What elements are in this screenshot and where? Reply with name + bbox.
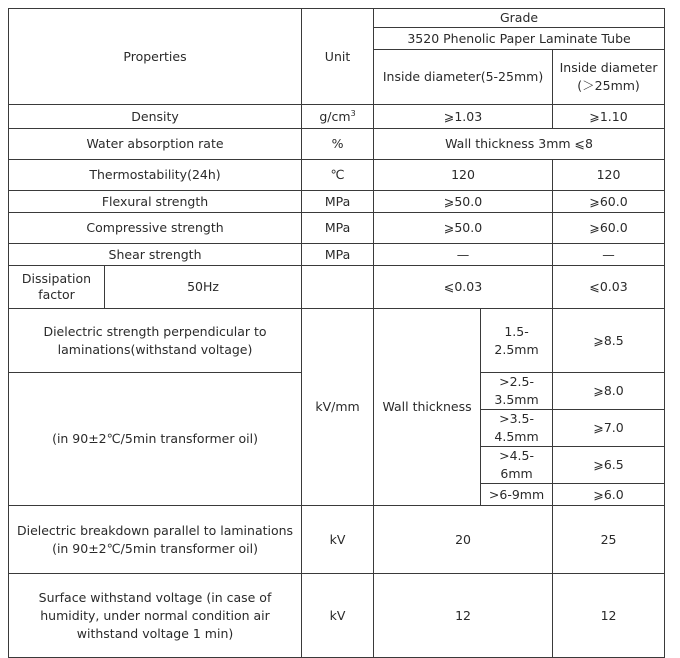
surface-unit: kV	[302, 574, 374, 658]
dielectric-small: ⩾8.5	[553, 309, 665, 373]
header-large-line1: Inside diameter	[559, 60, 658, 75]
table-row	[9, 191, 665, 213]
density-unit-base: g/cm	[319, 108, 351, 124]
table-row	[9, 105, 665, 129]
dielectric-unit: kV/mm	[302, 309, 374, 506]
dissipation-freq: 50Hz	[105, 266, 302, 309]
dielectric-range: >4.5-6mm	[481, 447, 553, 484]
compressive-large: ⩾60.0	[553, 213, 665, 244]
header-unit: Unit	[302, 9, 374, 105]
shear-large: —	[553, 244, 665, 266]
header-inside-diameter-small: Inside diameter(5-25mm)	[374, 50, 553, 105]
density-unit	[302, 105, 374, 129]
dielectric-small: ⩾6.5	[553, 447, 665, 484]
breakdown-label: Dielectric breakdown parallel to laminations (in 90±2℃/5min transformer oil)	[9, 506, 302, 574]
density-label: Density	[9, 105, 302, 129]
dielectric-range: >2.5-3.5mm	[481, 373, 553, 410]
thermo-label: Thermostability(24h)	[9, 160, 302, 191]
dielectric-small: ⩾7.0	[553, 410, 665, 447]
flexural-unit: MPa	[302, 191, 374, 213]
shear-label: Shear strength	[9, 244, 302, 266]
water-unit: %	[302, 129, 374, 160]
thermo-small: 120	[374, 160, 553, 191]
surface-large: 12	[553, 574, 665, 658]
dissipation-label: Dissipation factor	[9, 266, 105, 309]
properties-table	[8, 8, 665, 658]
header-large-line2: (＞25mm)	[577, 78, 640, 93]
flexural-small: ⩾50.0	[374, 191, 553, 213]
table-row	[9, 160, 665, 191]
compressive-small: ⩾50.0	[374, 213, 553, 244]
breakdown-unit: kV	[302, 506, 374, 574]
dielectric-range: >3.5-4.5mm	[481, 410, 553, 447]
header-row-grade	[9, 9, 665, 28]
density-large: ⩾1.10	[553, 105, 665, 129]
breakdown-large: 25	[553, 506, 665, 574]
table-row	[9, 129, 665, 160]
header-properties: Properties	[9, 9, 302, 105]
dielectric-small: ⩾6.0	[553, 484, 665, 506]
dissipation-small: ⩽0.03	[374, 266, 553, 309]
dielectric-label-2: (in 90±2℃/5min transformer oil)	[9, 373, 302, 506]
dissipation-unit	[302, 266, 374, 309]
density-unit-exp: 3	[350, 108, 356, 118]
surface-small: 12	[374, 574, 553, 658]
table-row	[9, 506, 665, 574]
header-grade: Grade	[374, 9, 665, 28]
breakdown-small: 20	[374, 506, 553, 574]
shear-unit: MPa	[302, 244, 374, 266]
flexural-large: ⩾60.0	[553, 191, 665, 213]
water-value: Wall thickness 3mm ⩽8	[374, 129, 665, 160]
table-row	[9, 574, 665, 658]
table-row	[9, 266, 665, 309]
surface-label: Surface withstand voltage (in case of humidity, under normal condition air withstand voltage 1 min)	[9, 574, 302, 658]
shear-small: —	[374, 244, 553, 266]
flexural-label: Flexural strength	[9, 191, 302, 213]
header-material: 3520 Phenolic Paper Laminate Tube	[374, 28, 665, 50]
thermo-unit: ℃	[302, 160, 374, 191]
dielectric-range: >6-9mm	[481, 484, 553, 506]
compressive-label: Compressive strength	[9, 213, 302, 244]
density-small: ⩾1.03	[374, 105, 553, 129]
dielectric-label-1: Dielectric strength perpendicular to laminations(withstand voltage)	[9, 309, 302, 373]
table-row	[9, 244, 665, 266]
water-label: Water absorption rate	[9, 129, 302, 160]
table-row	[9, 309, 665, 373]
wall-thickness-label: Wall thickness	[374, 309, 481, 506]
dielectric-range: 1.5-2.5mm	[481, 309, 553, 373]
thermo-large: 120	[553, 160, 665, 191]
header-inside-diameter-large	[553, 50, 665, 105]
compressive-unit: MPa	[302, 213, 374, 244]
dissipation-large: ⩽0.03	[553, 266, 665, 309]
dielectric-small: ⩾8.0	[553, 373, 665, 410]
table-row	[9, 213, 665, 244]
